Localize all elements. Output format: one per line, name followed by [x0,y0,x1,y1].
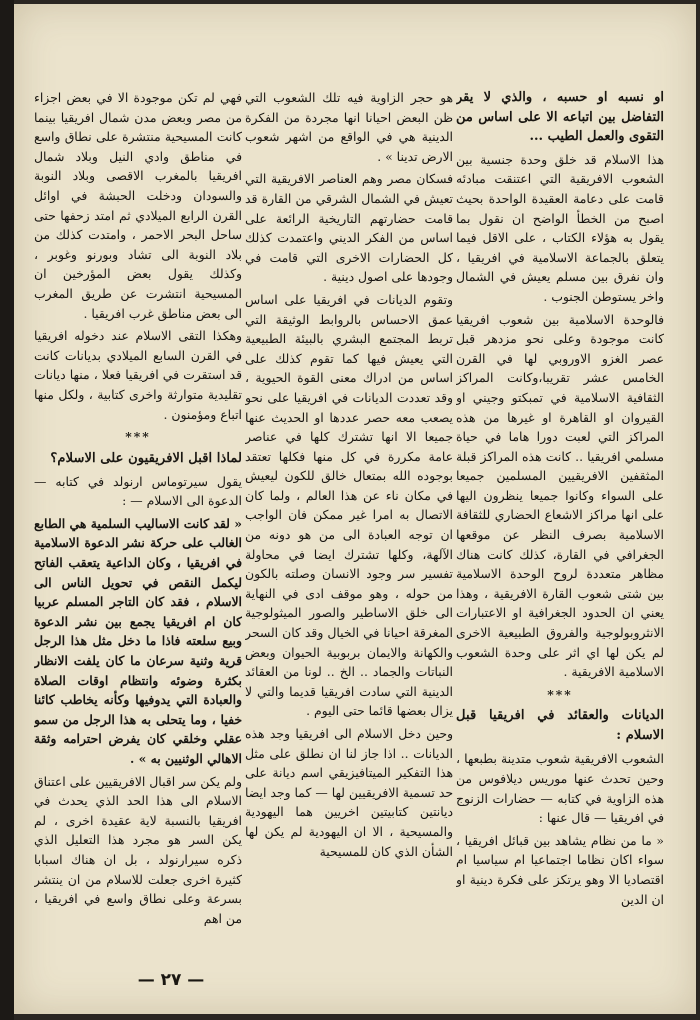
paragraph: فهي لم تكن موجودة الا في بعض اجزاء من مصر وبعض مدن شمال افريقيا بينما كانت المسيحية منتشرة على نطاق واسع في مناطق وادي النيل وبلاد شمال افريقيا بالمغرب الاقصى وبلاد النوبة والسودان ودخلت الحبشة في اوائل القرن الرابع الميلادي ثم امتد زحفها حتى ساحل البحر الاحمر ، وامتدت كذلك من بلاد النوبة الى تشاد وبورنو وغوبر ، وكذلك يقول بعض المؤرخين ان المسيحية انتشرت عن طريق المغرب الى بعض مناطق غرب افريقيا . [34,90,242,321]
quote-paragraph: « ما من نظام يشاهد بين قبائل افريقيا ، سواء اكان نظاما اجتماعيا ام سياسيا ام اقتصاديا الا وهو يرتكز على فكرة دينية او ان الدين [456,832,664,907]
section-heading: الديانات والعقائد في افريقيا قبل الاسلام : [456,708,664,744]
paragraph: الشعوب الافريقية شعوب متدينة بطبعها ، وحين تحدث عنها موريس ديلافوس من هذه الزاوية في كتابه — حضارات الزنوج في افريقيا — قال عنها : [456,751,664,826]
paragraph: ولم يكن سر اقبال الافريقيين على اعتناق الاسلام الى هذا الحد الذي يحدث في افريقيا بالنسبة لاية عقيدة اخرى ، لم يكن السر هو مجرد هذا التعليل الذي ذكره سيرارنولد ، بل ان هناك اسبابا كثيرة اخرى جعلت للاسلام من ان ينتشر بسرعة وعلى نطاق واسع في افريقيا ، من اهم [34,773,242,926]
paragraph: فسكان مصر وهم العناصر الافريقية التي تعيش في الشمال الشرقي من القارة قد قامت حضارتهم التاريخية الرائعة على اساس من الفكر الديني واعتمدت كذلك كل الحضارات الاخرى التي قامت في وجودها على اصول دينية . [245,171,453,285]
paragraph: هو حجر الزاوية فيه تلك الشعوب التي ظن البعض احيانا انها مجردة من الفكرة الدينية هي في الواقع من اشهر شعوب الارض تدينا » . [245,90,453,164]
paragraph: وهكذا التقى الاسلام عند دخوله افريقيا في القرن السابع الميلادي بديانات كانت قد استقرت في افريقيا فعلا ، منها ديانات تقليدية متوارثة واخرى كتابية ، ولكل منها اتباع ومؤمنون . [34,328,242,422]
page-edge-shadow [0,0,14,1020]
column-right [456,88,664,968]
intro-paragraph: او نسبه او حسبه ، والذي لا يقر التفاضل بين اتباعه الا على اساس من التقوى والعمل الطيب ... [456,90,664,145]
paragraph: وتقوم الديانات في افريقيا على اساس عمق الاحساس بالروابط الوثيقة التي تربط المجتمع البشري بالبيئة الطبيعية التي يعيش فيها كما تقوم كذلك على اساس من ادراك معنى القوة الحيوية ، وقد تعددت الديانات في افريقيا على نحو يصعب معه حصر عددها او الحديث عنها جميعا الا انها تشترك كلها في عناصر عامة مكررة في كل منها فكلها تعتقد بوجوده الله بمتعال خالق للكون ليعيش في مكان ناء عن هذا العالم ، ولما كان الاتصال به امرا غير ممكن فان الواجب ان توجه العبادة الى من هو دونه من الآلهة، وكلها تشترك ايضا في محاولة تفسير سر وجود الانسان وصلته بالكون من حوله ، وهو موقف ادى في النهاية الى خلق الاساطير والصور الميثولوجية المغرقة احيانا في الخيال وقد كان السحر والكهانة والايمان بربوبية الحيوان وبعض النباتات والجماد .. الخ .. لونا من العقائد الدينية التي سادت افريقيا قديما والتي لا يزال بعضها قائما حتى اليوم . [245,291,453,719]
arnold-quote: « لقد كانت الاساليب السلمية هي الطابع الغالب على حركة نشر الدعوة الاسلامية في افريقيا ، وكان الداعية يتعقب الفاتح ليكمل النقص في تحويل الناس الى الاسلام ، فقد كان التاجر المسلم عربيا كان ام افريقيا يجمع بين نشر الدعوة وبيع سلعته فاذا ما دخل مثل هذا الرجل قرية وثنية سرعان ما كان يلفت الانظار بكثرة وضوئه وانتظام اوقات الصلاة والعبادة التي يدوفيها وكأنه يخاطب كائنا خفيا ، وما يتحلى به هذا الرجل من سمو عقلي وخلقي كان يفرض احترامه وثقة الاهالي الوثنيين به » . [34,515,242,766]
column-left [34,88,242,968]
paragraph: هذا الاسلام قد خلق وحدة جنسية بين الشعوب الافريقية التي اعتنقت مبادئه قامت على دعامة العقيدة الواحدة بحيث اصبح من الخطأ الواضح ان نقول بما يقول به هؤلاء الكتاب ، على الاقل فيما يتعلق بالجماعة الاسلامية في افريقيا ، وان نفرق بين مسلم يعيش في الشمال واخر يستوطن الجنوب . [456,151,664,304]
paragraph: يقول سيرتوماس ارنولد في كتابه — الدعوة الى الاسلام — : [34,473,242,509]
section-divider: *** [125,429,151,445]
paragraph: فالوحدة الاسلامية بين شعوب افريقيا كانت موجودة وعلى نحو مزدهر قبل عصر الغزو الاوروبي لها في القرن الخامس عشر تقريبا،وكانت المراكز الثقافية الاسلامية في تمبكتو وجيني او القيروان او القاهرة او غيرها من هذه المراكز التي لعبت دورا هاما في حياة مسلمي افريقيا .. كانت هذه المراكز قبلة المثقفين الافريقيين المسلمين جميعا على السواء وكانوا جميعا ينظرون اليها على انها مراكز الاشعاع الحضاري للثقافة الاسلامية بصرف النظر عن موقعها الجغرافي في القارة، كذلك كانت هناك مظاهر متعددة لروح الوحدة الاسلامية بين شتى شعوب القارة الافريقية ، وهذا يعني ان الحدود الجغرافية او الاعتبارات الانثروبولوجية والفروق الطبيعية الاخرى لم يكن لها اي اثر على وحدة الشعوب الاسلامية الافريقية . [456,311,664,680]
magazine-page [14,4,696,1014]
section-heading: لماذا اقبل الافريقيون على الاسلام؟ [50,450,242,466]
paragraph: وحين دخل الاسلام الى افريقيا وجد هذه الديانات .. اذا جاز لنا ان نطلق على مثل هذا التفكير الميتافيزيقي اسم ديانة على حد تسمية الافريقيين لها — كما وجد ايضا ديانتين كتابيتين اخريين هما اليهودية والمسيحية ، الا ان اليهودية لم يكن لها الشأن الذي كان للمسيحية [245,726,453,859]
page-number: — ٢٧ — [137,970,205,990]
column-middle [245,88,453,968]
section-divider: *** [547,686,573,702]
